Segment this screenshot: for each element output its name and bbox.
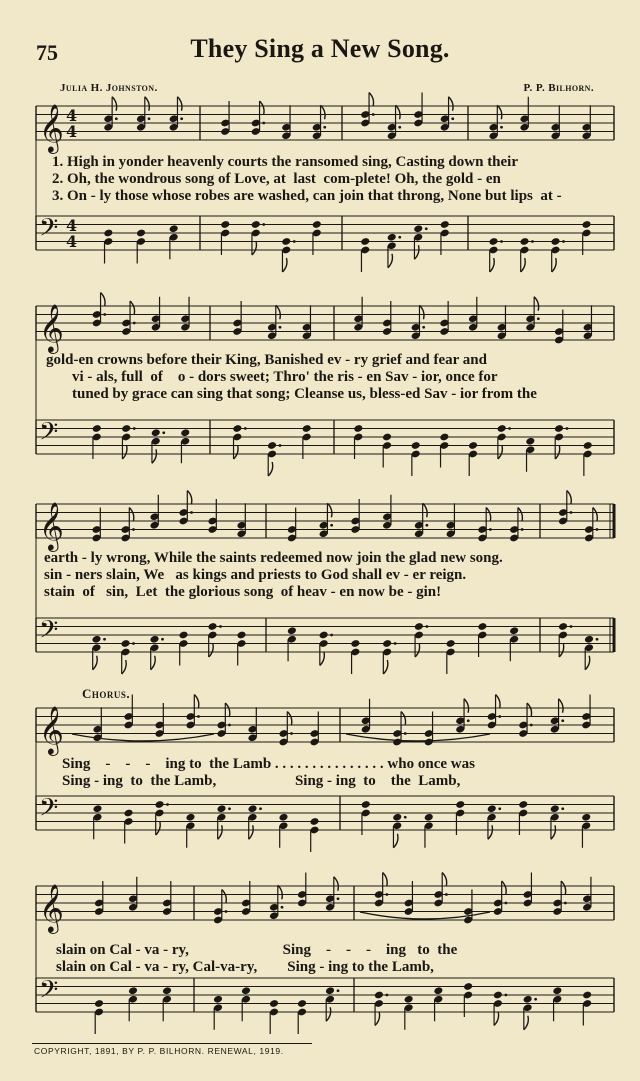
chorus-lyric-1: Sing - - - ing to the Lamb . . . . . . . . . . . . . . . who once was	[62, 756, 475, 772]
time-signature: 4	[66, 122, 78, 141]
lyric-verse-1: 1. High in yonder heavenly courts the ransomed sing, Casting down their	[52, 154, 519, 170]
lyric-verse-3: stain of sin, Let the glorious song of heav - en now be - gin!	[44, 584, 442, 600]
bass-staff	[36, 976, 614, 1035]
lyric-verse-2: 2. Oh, the wondrous song of Love, at last com-plete! Oh, the gold - en	[52, 171, 501, 187]
note	[519, 237, 533, 272]
bass-clef-icon: 𝄢	[39, 975, 59, 1011]
bass-staff	[36, 214, 614, 273]
note	[413, 93, 423, 128]
note	[123, 809, 133, 844]
note	[94, 999, 104, 1034]
note	[297, 999, 307, 1034]
note	[583, 441, 593, 476]
tie	[346, 734, 490, 741]
note	[581, 695, 591, 730]
treble-clef-icon: 𝄞	[39, 705, 64, 754]
note	[487, 695, 501, 730]
note	[178, 491, 192, 526]
lyric-verse-3: 3. On - ly those whose robes are washed, can join that throng, None but lips at -	[52, 188, 562, 204]
note	[493, 991, 507, 1026]
note	[433, 873, 447, 908]
note	[136, 229, 146, 264]
tie	[72, 734, 214, 741]
note	[382, 639, 396, 674]
composer-credit: P. P. Bilhorn.	[523, 82, 594, 94]
note	[319, 631, 333, 666]
lyric-verse-1: gold-en crowns before their King, Banished ev - ry grief and fear and	[46, 352, 487, 368]
treble-clef-icon: 𝄞	[39, 501, 64, 550]
bass-staff	[36, 616, 614, 675]
note	[582, 991, 592, 1026]
note	[374, 873, 388, 908]
treble-staff	[36, 293, 614, 355]
music-system-5	[0, 882, 640, 1032]
music-system-4	[0, 704, 640, 854]
note	[382, 433, 392, 468]
note	[446, 639, 456, 674]
note	[281, 237, 295, 272]
music-system-3	[0, 494, 640, 664]
note	[309, 817, 319, 852]
note	[411, 441, 421, 476]
treble-staff	[36, 491, 614, 553]
note	[267, 441, 281, 476]
note	[103, 229, 113, 264]
note	[360, 93, 374, 128]
chorus-lyric-4: slain on Cal - va - ry, Cal-va-ry, Sing - ing to the Lamb,	[56, 959, 434, 975]
treble-staff	[36, 873, 614, 935]
note	[120, 639, 134, 674]
note	[468, 441, 478, 476]
music-system-1	[0, 96, 640, 266]
footer-rule	[32, 1043, 312, 1044]
note	[523, 873, 533, 908]
treble-clef-icon: 𝄞	[39, 103, 64, 152]
note	[297, 873, 307, 908]
chorus-lyric-2: Sing - ing to the Lamb, Sing - ing to the Lamb,	[62, 773, 461, 789]
lyric-verse-2: vi - als, full of o - dors sweet; Thro' the ris - en Sav - ior, once for	[72, 369, 498, 385]
note	[269, 999, 279, 1034]
bass-clef-icon: 𝄢	[39, 417, 59, 453]
note	[350, 639, 360, 674]
time-signature: 4	[66, 106, 78, 125]
note	[374, 991, 388, 1026]
note	[550, 237, 564, 272]
hymn-title: They Sing a New Song.	[190, 34, 450, 63]
bass-clef-icon: 𝄢	[39, 615, 59, 651]
time-signature: 4	[66, 232, 78, 251]
time-signature: 4	[66, 216, 78, 235]
note	[178, 631, 188, 666]
note	[185, 695, 199, 730]
treble-staff	[36, 695, 614, 757]
chorus-label: Chorus.	[82, 686, 131, 701]
lyric-verse-3: tuned by grace can sing that song; Cleanse us, bless-ed Sav - ior from the	[72, 386, 537, 402]
note	[439, 433, 449, 468]
treble-staff	[36, 93, 614, 155]
note	[92, 293, 106, 328]
chorus-lyric-3: slain on Cal - va - ry, Sing - - - ing to the	[56, 942, 458, 958]
note	[488, 237, 502, 272]
hymn-number: 75	[36, 40, 58, 65]
treble-clef-icon: 𝄞	[39, 883, 64, 932]
bass-clef-icon: 𝄢	[39, 213, 59, 249]
lyricist-credit: Julia H. Johnston.	[60, 82, 158, 94]
bass-clef-icon: 𝄢	[39, 793, 59, 829]
lyric-verse-1: earth - ly wrong, While the saints redeemed now join the glad new song.	[44, 550, 503, 566]
bass-staff	[36, 418, 614, 477]
bass-staff	[36, 794, 614, 853]
note	[558, 491, 572, 526]
music-system-2	[0, 296, 640, 466]
note	[236, 631, 246, 666]
copyright-footer: COPYRIGHT, 1891, BY P. P. BILHORN. RENEWAL, 1919.	[34, 1046, 284, 1056]
treble-clef-icon: 𝄞	[39, 303, 64, 352]
lyric-verse-2: sin - ners slain, We as kings and priests to God shall ev - er reign.	[44, 567, 467, 583]
note	[360, 237, 370, 272]
